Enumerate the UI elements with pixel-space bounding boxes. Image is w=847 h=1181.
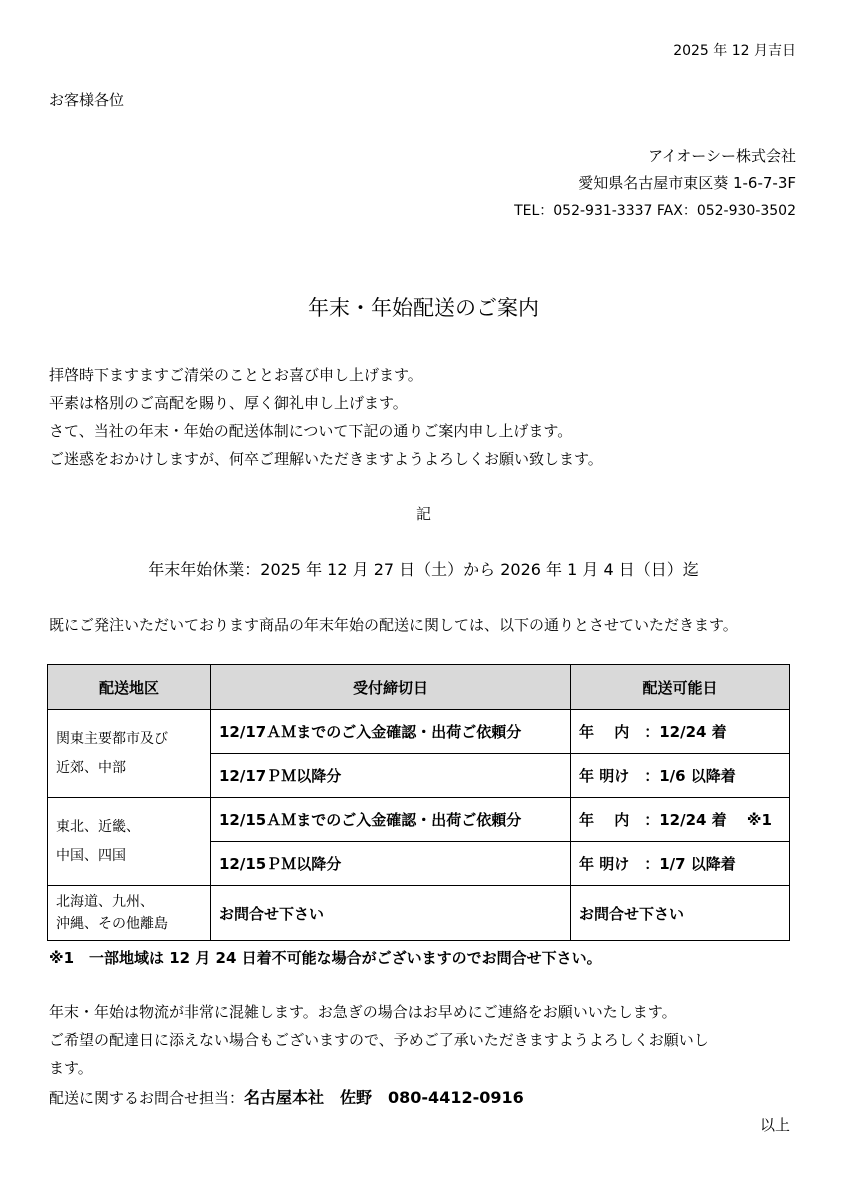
table-row [48, 710, 790, 754]
contact-label: 配送に関するお問合せ担当： [49, 1089, 245, 1107]
delivery-cell: 年 明け ：1/7 以降着 [571, 842, 790, 886]
header-area: 配送地区 [48, 665, 211, 710]
area-cell [48, 798, 211, 886]
sender-company: アイオーシー株式会社 [648, 147, 796, 165]
closing-end: 以上 [759, 1116, 790, 1134]
deadline-cell: 12/15ＰＭ以降分 [211, 842, 571, 886]
area-line: 沖縄、その他離島 [56, 916, 168, 932]
area-cell [48, 886, 211, 941]
delivery-cell: 年 内 ：12/24 着 [571, 710, 790, 754]
intro-paragraph [49, 361, 603, 473]
deadline-cell: 12/17ＡＭまでのご入金確認・出荷ご依頼分 [211, 710, 571, 754]
delivery-cell: 年 明け ：1/6 以降着 [571, 754, 790, 798]
area-line: 近郊、中部 [56, 759, 126, 776]
deadline-cell: 12/15ＡＭまでのご入金確認・出荷ご依頼分 [211, 798, 571, 842]
delivery-cell: 年 内 ：12/24 着 ※1 [571, 798, 790, 842]
delivery-cell: お問合せ下さい [571, 886, 790, 941]
page-title: 年末・年始配送のご案内 [308, 296, 539, 320]
contact-value: 名古屋本社 佐野 080-4412-0916 [244, 1088, 524, 1107]
area-line: 北海道、九州、 [56, 894, 154, 910]
delivery-schedule-table [47, 664, 790, 941]
area-line: 東北、近畿、 [56, 818, 140, 835]
header-deadline: 受付締切日 [211, 665, 571, 710]
intro-line: ご迷惑をおかけしますが、何卒ご理解いただきますようよろしくお願い致します。 [49, 450, 603, 468]
header-delivery: 配送可能日 [571, 665, 790, 710]
closing-paragraph [49, 998, 709, 1082]
intro-line: さて、当社の年末・年始の配送体制について下記の通りご案内申し上げます。 [49, 422, 573, 440]
deadline-cell: 12/17ＰＭ以降分 [211, 754, 571, 798]
area-line: 中国、四国 [56, 847, 126, 864]
area-line: 関東主要都市及び [56, 730, 168, 747]
table-row [48, 886, 790, 941]
closing-line: 年末・年始は物流が非常に混雑します。お急ぎの場合はお早めにご連絡をお願いいたします。 [49, 1003, 677, 1021]
holiday-period: 年末年始休業：2025 年 12 月 27 日（土）から 2026 年 1 月 4 日（日）迄 [148, 560, 699, 579]
ki-heading: 記 [415, 505, 431, 523]
lead-text: 既にご発注いただいております商品の年末年始の配送に関しては、以下の通りとさせていただきます。 [49, 616, 738, 634]
table-header-row [48, 665, 790, 710]
area-cell [48, 710, 211, 798]
recipient: お客様各位 [49, 91, 125, 109]
sender-address: 愛知県名古屋市東区葵 1-6-7-3F [578, 174, 796, 192]
intro-line: 拝啓時下ますますご清栄のこととお喜び申し上げます。 [49, 366, 423, 384]
contact-line [49, 1085, 524, 1108]
sender-contact: TEL：052-931-3337 FAX：052-930-3502 [514, 203, 796, 219]
document-date: 2025 年 12 月吉日 [673, 43, 796, 59]
intro-line: 平素は格別のご高配を賜り、厚く御礼申し上げます。 [49, 394, 408, 412]
deadline-cell: お問合せ下さい [211, 886, 571, 941]
closing-line: ご希望の配達日に添えない場合もございますので、予めご了承いただきますようよろしくお願いし [49, 1031, 709, 1049]
footnote: ※1 一部地域は 12 月 24 日着不可能な場合がございますのでお問合せ下さい。 [49, 949, 602, 967]
table-row [48, 798, 790, 842]
closing-line: ます。 [49, 1059, 93, 1077]
